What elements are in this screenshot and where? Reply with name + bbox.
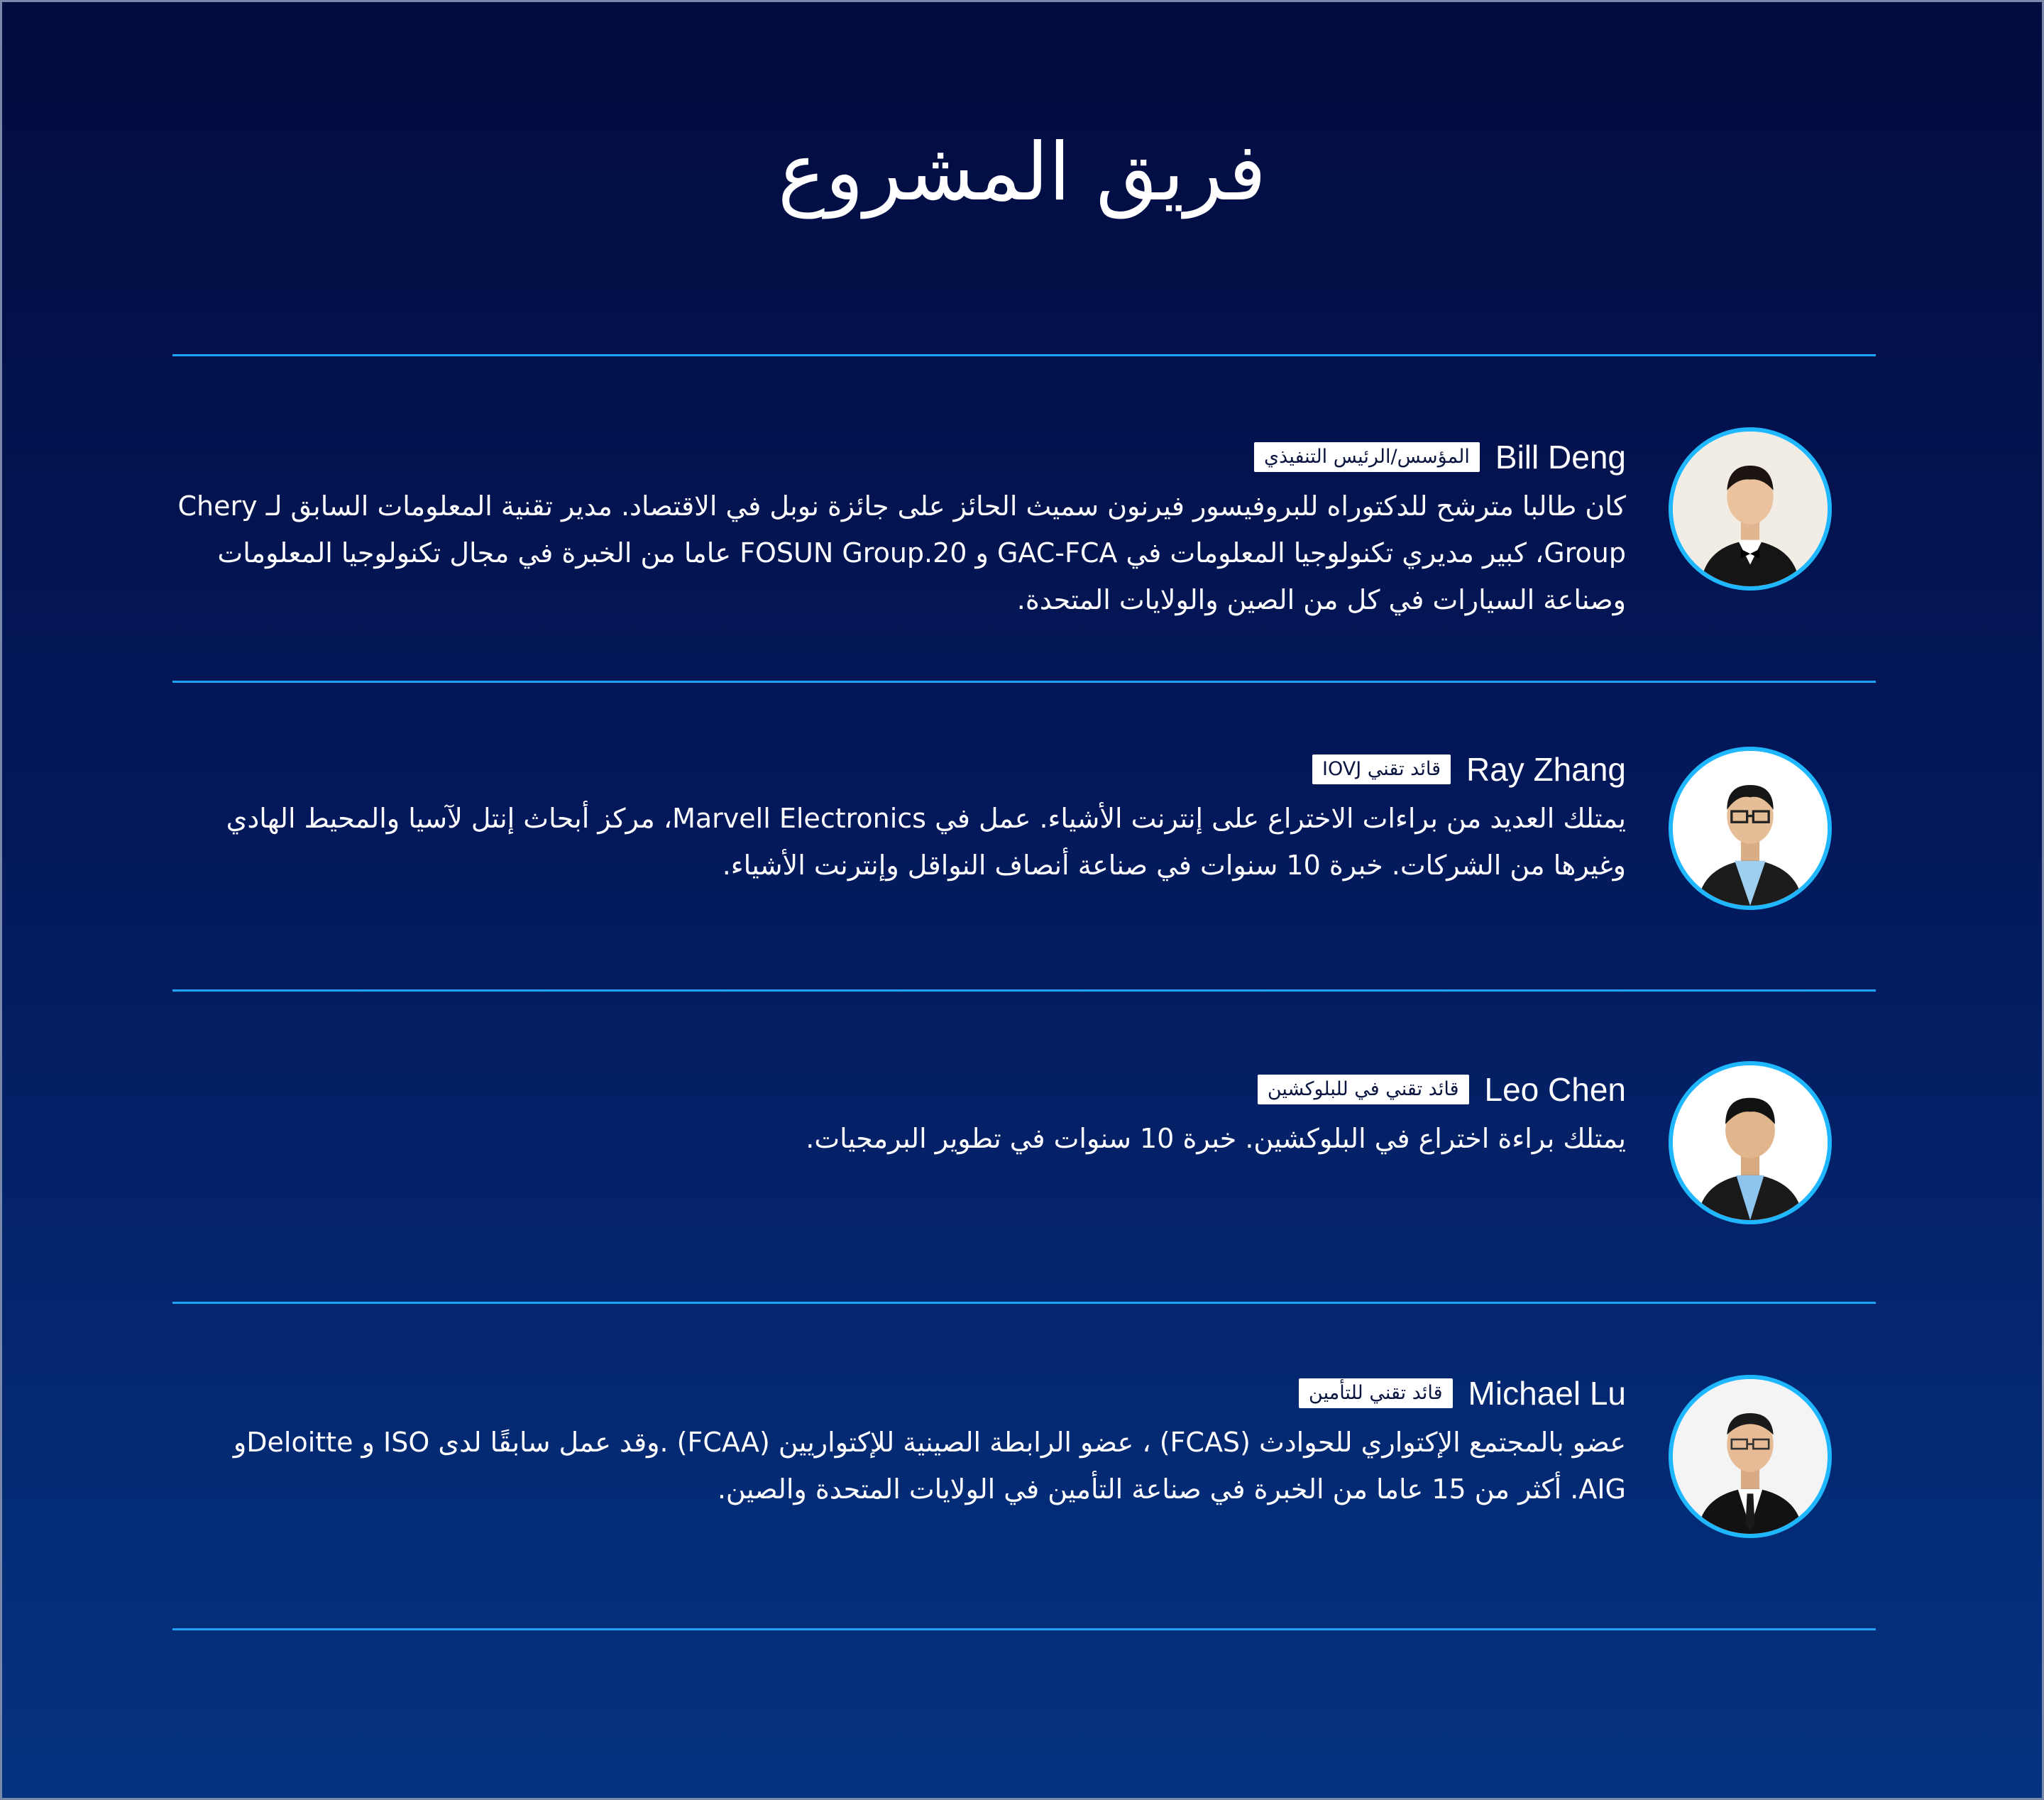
member-name: Michael Lu [1468,1375,1626,1412]
team-member-michael-lu [172,1304,1876,1630]
member-bio: يمتلك براءة اختراع في البلوكشين. خبرة 10 سنوات في تطوير البرمجيات. [806,1123,1626,1154]
member-bio: كان طالبا مترشح للدكتوراه للبروفيسور فيرنون سميث الحائز على جائزة نوبل في الاقتصاد. مدير تقنية المعلومات السابق لـ Chery Group، كبير مديري تكنولوجيا المعلومات في GAC-FCA و FOSUN Group.20 عاما من الخبرة في مجال تكنولوجيا المعلومات وصناعة السيارات في كل من الصين والولايات المتحدة. [177,490,1626,615]
team-member-leo-chen [172,992,1876,1304]
member-name: Bill Deng [1495,439,1626,476]
name-row [171,436,1626,478]
divider-bottom [172,1628,1876,1630]
team-member-ray-zhang [172,683,1876,988]
name-row [171,1068,1626,1111]
role-badge: المؤسس/الرئيس التنفيذي [1254,442,1480,472]
person-avatar-icon [1669,1375,1832,1538]
role-badge: قائد تقني في للبلوكشين [1258,1075,1469,1104]
person-avatar-icon [1669,747,1832,910]
team-member-bill-deng [172,356,1876,683]
avatar-portrait [1673,1379,1828,1534]
person-avatar-icon [1669,1061,1832,1224]
member-name: Ray Zhang [1466,751,1626,788]
member-bio: يمتلك العديد من براءات الاختراع على إنترنت الأشياء. عمل في Marvell Electronics، مركز أبحاث إنتل لآسيا والمحيط الهادي وغيرها من الشركات. خبرة 10 سنوات في صناعة أنصاف النواقل وإنترنت الأشياء. [226,803,1626,881]
role-badge: قائد تقني للتأمين [1299,1378,1453,1408]
name-row [171,1372,1626,1415]
member-bio: عضو بالمجتمع الإكتواري للحوادث (FCAS) ، عضو الرابطة الصينية للإكتواريين (FCAA) .وقد عمل سابقًا لدى ISO و Deloitteو AIG. أكثر من 15 عاما من الخبرة في صناعة التأمين في الولايات المتحدة والصين. [233,1427,1626,1505]
member-info [171,1372,1626,1513]
avatar-portrait [1673,1065,1828,1220]
avatar-portrait [1673,432,1828,586]
member-info [171,748,1626,889]
person-avatar-icon [1669,427,1832,591]
name-row [171,748,1626,791]
avatar-portrait [1673,751,1828,906]
member-info [171,436,1626,623]
member-name: Leo Chen [1484,1071,1626,1108]
member-info [171,1068,1626,1162]
page-title: فريق المشروع [777,126,1267,219]
role-badge: قائد تقني IOVJ [1312,754,1451,784]
